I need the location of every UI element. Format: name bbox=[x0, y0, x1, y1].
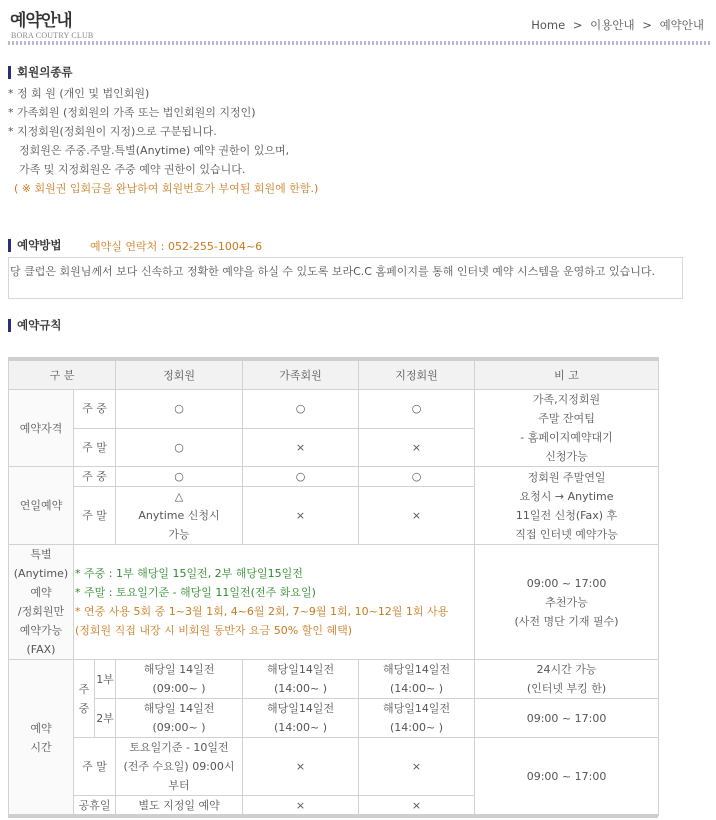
sub-label-weekend: 주 말 bbox=[74, 487, 116, 545]
remark-line: 주말 잔여팀 bbox=[538, 412, 595, 425]
table-row bbox=[9, 660, 659, 699]
remark-line: 가족,지정회원 bbox=[532, 393, 601, 406]
table-cell bbox=[359, 660, 475, 699]
method-description: 당 클럽은 회원님께서 보다 신속하고 정확한 예약을 하실 수 있도록 보라C.C 홈페이지를 통해 인터넷 예약 시스템을 운영하고 있습니다. bbox=[10, 265, 655, 278]
table-cell: ○ bbox=[243, 390, 359, 429]
header-category: 구 분 bbox=[9, 359, 116, 390]
remark-cell bbox=[475, 467, 659, 545]
table-row bbox=[9, 467, 659, 487]
cell-line: 해당일 14일전 bbox=[143, 702, 215, 715]
remark-line: 11일전 신청(Fax) 후 bbox=[515, 508, 618, 522]
remark-line: (인터넷 부킹 한) bbox=[526, 682, 607, 695]
sub-label-weekday: 주 중 bbox=[74, 390, 116, 429]
reservation-rules-table bbox=[8, 357, 659, 816]
special-rule-annual: * 연중 사용 5회 중 1~3월 1회, 4~6월 2회, 7~9월 1회, 10~12월 1회 사용 bbox=[75, 605, 449, 618]
cell-line: Anytime 신청시 bbox=[138, 509, 220, 522]
table-cell bbox=[116, 487, 243, 545]
table-cell: × bbox=[359, 738, 475, 796]
row-label-time bbox=[9, 660, 74, 816]
remark-line: - 홈페이지예약대기 bbox=[520, 431, 613, 444]
table-cell: × bbox=[359, 796, 475, 816]
table-cell: ○ bbox=[243, 467, 359, 487]
table-cell bbox=[116, 699, 243, 738]
sub-label-weekend: 주 말 bbox=[74, 738, 116, 796]
remark-cell bbox=[475, 545, 659, 660]
sub-label-weekday: 주 중 bbox=[74, 467, 116, 487]
row-label-line: 특별 bbox=[30, 548, 52, 561]
table-cell bbox=[116, 738, 243, 796]
breadcrumb bbox=[529, 17, 706, 33]
breadcrumb-current: 예약안내 bbox=[659, 18, 704, 32]
part-label-1: 1부 bbox=[95, 660, 116, 699]
row-label-consecutive: 연일예약 bbox=[9, 467, 74, 545]
cell-line: 해당일14일전 bbox=[266, 663, 335, 676]
table-cell: × bbox=[359, 487, 475, 545]
remark-line: 추천가능 bbox=[545, 595, 588, 609]
row-label-line: 예약 bbox=[30, 586, 52, 599]
table-cell: ○ bbox=[116, 428, 243, 467]
cell-line: 가능 bbox=[168, 528, 190, 541]
cell-line: 해당일 14일전 bbox=[143, 663, 215, 676]
cell-line: 토요일기준 - 10일전 bbox=[129, 741, 229, 754]
remark-line: 요청시 → Anytime bbox=[519, 489, 614, 503]
table-cell: ○ bbox=[359, 390, 475, 429]
cell-line: (14:00~ ) bbox=[390, 721, 444, 734]
row-label-special bbox=[9, 545, 74, 660]
page-subtitle: BORA COUTRY CLUB bbox=[11, 31, 94, 40]
membership-line: * 가족회원 (정회원의 가족 또는 법인회원의 지정인) bbox=[8, 106, 256, 119]
sub-label-holiday: 공휴일 bbox=[74, 796, 116, 816]
special-rule-weekend: * 주말 : 토요일기준 - 해당일 11일전(전주 화요일) bbox=[75, 586, 316, 599]
sub-label-line: 주 bbox=[78, 682, 90, 696]
section-heading-rules: 예약규칙 bbox=[8, 319, 61, 332]
table-cell: × bbox=[243, 428, 359, 467]
remark-cell bbox=[475, 390, 659, 467]
table-cell: ○ bbox=[116, 467, 243, 487]
table-cell: ○ bbox=[359, 467, 475, 487]
remark-cell: 09:00 ~ 17:00 bbox=[475, 738, 659, 816]
table-row bbox=[9, 738, 659, 796]
cell-line: (14:00~ ) bbox=[274, 682, 328, 695]
table-cell bbox=[243, 660, 359, 699]
cell-line: (09:00~ ) bbox=[152, 682, 206, 695]
row-label-line: (FAX) bbox=[26, 643, 56, 656]
header-designated-member: 지정회원 bbox=[359, 359, 475, 390]
cell-line: △ bbox=[174, 490, 184, 503]
remark-line: 24시간 가능 bbox=[536, 663, 597, 676]
page-title: 예약안내 bbox=[10, 11, 72, 31]
method-description-box bbox=[8, 257, 683, 299]
breadcrumb-usage-guide[interactable]: 이용안내 bbox=[590, 18, 635, 32]
table-row bbox=[9, 390, 659, 429]
cell-line: 해당일14일전 bbox=[382, 702, 451, 715]
table-cell: × bbox=[243, 487, 359, 545]
row-label-line: 예약 bbox=[30, 721, 52, 735]
section-heading-method: 예약방법 bbox=[8, 239, 61, 252]
remark-line: 신청가능 bbox=[545, 450, 588, 463]
cell-line: (14:00~ ) bbox=[274, 721, 328, 734]
title-divider bbox=[8, 41, 712, 45]
header-regular-member: 정회원 bbox=[116, 359, 243, 390]
remark-line: (사전 명단 기재 필수) bbox=[514, 614, 619, 628]
sub-label-line: 중 bbox=[78, 701, 90, 715]
row-label-line: 시간 bbox=[30, 740, 52, 754]
membership-line: * 지정회원(정회원이 지정)으로 구분됩니다. bbox=[8, 125, 217, 138]
breadcrumb-separator: > bbox=[642, 18, 652, 32]
table-cell: 별도 지정일 예약 bbox=[116, 796, 243, 816]
header-family-member: 가족회원 bbox=[243, 359, 359, 390]
row-label-line: 예약가능 bbox=[19, 624, 63, 637]
special-rules-cell bbox=[74, 545, 475, 660]
row-label-line: /정회원만 bbox=[17, 605, 65, 618]
header-remarks: 비 고 bbox=[475, 359, 659, 390]
table-cell bbox=[359, 699, 475, 738]
section-heading-membership: 회원의종류 bbox=[8, 66, 73, 79]
cell-line: 부터 bbox=[168, 779, 190, 792]
special-rule-weekday: * 주중 : 1부 해당일 15일전, 2부 해당일15일전 bbox=[75, 567, 303, 580]
table-cell bbox=[243, 699, 359, 738]
table-bottom-rule bbox=[8, 814, 658, 818]
table-cell: × bbox=[359, 428, 475, 467]
cell-line: (09:00~ ) bbox=[152, 721, 206, 734]
cell-line: (14:00~ ) bbox=[390, 682, 444, 695]
sub-label-weekend: 주 말 bbox=[74, 428, 116, 467]
part-label-2: 2부 bbox=[95, 699, 116, 738]
table-header-row bbox=[9, 359, 659, 390]
sub-label-weekday bbox=[74, 660, 95, 738]
membership-line: * 정 회 원 (개인 및 법인회원) bbox=[8, 87, 150, 100]
row-label-line: (Anytime) bbox=[13, 567, 69, 580]
membership-line: 가족 및 지정회원은 주중 예약 권한이 있습니다. bbox=[19, 163, 246, 176]
remark-cell bbox=[475, 660, 659, 699]
table-row bbox=[9, 699, 659, 738]
table-cell: ○ bbox=[116, 390, 243, 429]
cell-line: (전주 수요일) 09:00시 bbox=[123, 760, 235, 773]
table-cell: × bbox=[243, 796, 359, 816]
contact-phone: 예약실 연락처 : 052-255-1004~6 bbox=[90, 240, 263, 253]
remark-line: 직접 인터넷 예약가능 bbox=[515, 527, 618, 541]
table-row bbox=[9, 545, 659, 660]
remark-line: 09:00 ~ 17:00 bbox=[526, 576, 607, 590]
table-cell: × bbox=[243, 738, 359, 796]
table-cell bbox=[116, 660, 243, 699]
breadcrumb-separator: > bbox=[572, 18, 583, 32]
row-label-qualification: 예약자격 bbox=[9, 390, 74, 467]
special-rule-discount: (정회원 직접 내장 시 비회원 동반자 요금 50% 할인 혜택) bbox=[75, 624, 353, 637]
membership-line: 정회원은 주중.주말.특별(Anytime) 예약 권한이 있으며, bbox=[19, 144, 290, 157]
cell-line: 해당일14일전 bbox=[382, 663, 451, 676]
membership-note: ( ※ 회원권 입회금을 완납하여 회원번호가 부여된 회원에 한함.) bbox=[14, 182, 319, 195]
breadcrumb-home[interactable]: Home bbox=[531, 18, 566, 32]
cell-line: 해당일14일전 bbox=[266, 702, 335, 715]
remark-cell: 09:00 ~ 17:00 bbox=[475, 699, 659, 738]
remark-line: 정회원 주말연일 bbox=[527, 470, 606, 484]
